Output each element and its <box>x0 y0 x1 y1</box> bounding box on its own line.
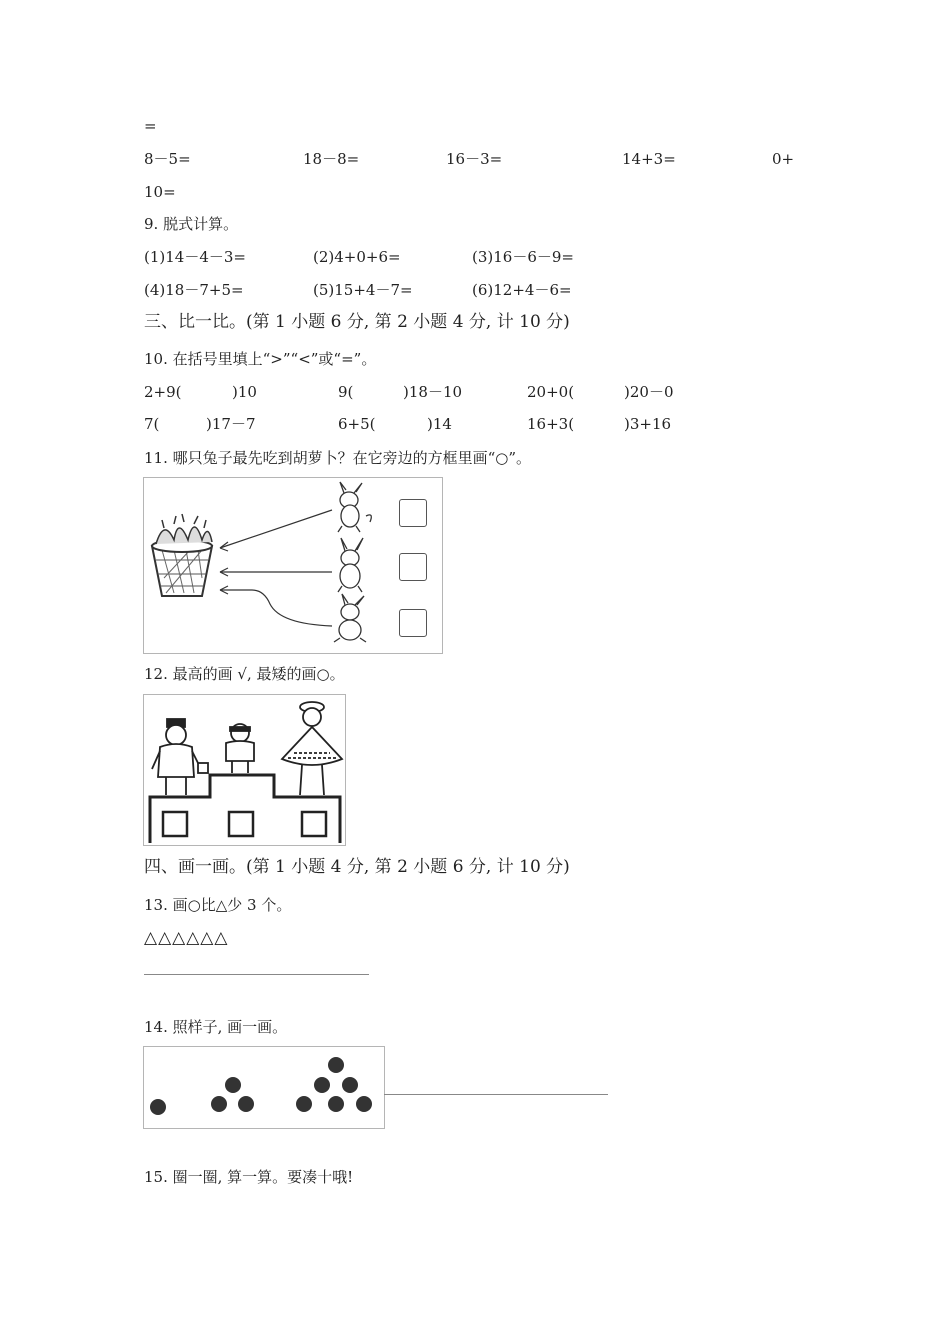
problem-cell: 18－8= <box>303 150 360 168</box>
compare-right: )17－7 <box>206 415 256 433</box>
problem-cell: (3)16－6－9= <box>472 248 574 266</box>
answer-box[interactable] <box>399 553 427 581</box>
compare-right: )3+16 <box>624 415 672 433</box>
answer-box[interactable] <box>399 609 427 637</box>
carrot-basket-icon <box>152 514 212 596</box>
problem-cell: 16－3= <box>446 150 503 168</box>
problem-cell: 8－5= <box>144 150 191 168</box>
question-10-title: 10. 在括号里填上“>”“<”或“=”。 <box>144 350 377 368</box>
answer-box[interactable] <box>399 499 427 527</box>
compare-right: )18－10 <box>403 383 463 401</box>
triangle-row: △△△△△△ <box>144 928 229 948</box>
compare-left: 16+3( <box>527 415 575 433</box>
dot-group-6 <box>296 1057 372 1112</box>
question-14-title: 14. 照样子, 画一画。 <box>144 1018 288 1036</box>
section-4-heading: 四、画一画。(第 1 小题 4 分, 第 2 小题 6 分, 计 10 分) <box>144 857 570 877</box>
problem-cell: (6)12+4－6= <box>472 281 572 299</box>
compare-right: )20－0 <box>624 383 674 401</box>
problem-cell: 10= <box>144 183 176 201</box>
problem-cell: 0+ <box>772 150 795 168</box>
rabbit-icon <box>338 538 363 592</box>
person-icon <box>152 719 208 795</box>
equals-sign: = <box>144 117 157 135</box>
problem-cell: (2)4+0+6= <box>313 248 401 266</box>
answer-line[interactable] <box>144 974 369 975</box>
answer-line[interactable] <box>384 1094 608 1095</box>
rabbit-icon <box>334 594 366 642</box>
question-13-title: 13. 画○比△少 3 个。 <box>144 896 292 914</box>
compare-left: 7( <box>144 415 160 433</box>
question-11-title: 11. 哪只兔子最先吃到胡萝卜？在它旁边的方框里画“○”。 <box>144 449 532 467</box>
problem-cell: 14+3= <box>622 150 676 168</box>
height-compare-figure <box>143 694 346 846</box>
problem-cell: (5)15+4－7= <box>313 281 413 299</box>
dot-group-1 <box>150 1099 166 1115</box>
problem-cell: (4)18－7+5= <box>144 281 244 299</box>
problem-cell: (1)14－4－3= <box>144 248 246 266</box>
question-12-title: 12. 最高的画 √, 最矮的画○。 <box>144 665 345 683</box>
rabbit-icon <box>338 482 371 532</box>
compare-left: 9( <box>338 383 354 401</box>
compare-right: )14 <box>427 415 452 433</box>
person-icon <box>226 724 254 773</box>
compare-left: 20+0( <box>527 383 575 401</box>
dot-group-3 <box>211 1077 254 1112</box>
path-lines <box>220 510 332 626</box>
compare-left: 6+5( <box>338 415 376 433</box>
dot-pattern-figure <box>143 1046 385 1129</box>
question-9-title: 9. 脱式计算。 <box>144 215 239 233</box>
person-icon <box>282 702 342 795</box>
compare-right: )10 <box>232 383 257 401</box>
compare-left: 2+9( <box>144 383 182 401</box>
question-15-title: 15. 圈一圈, 算一算。要凑十哦! <box>144 1168 354 1186</box>
section-3-heading: 三、比一比。(第 1 小题 6 分, 第 2 小题 4 分, 计 10 分) <box>144 312 570 332</box>
rabbits-carrots-figure <box>143 477 443 654</box>
